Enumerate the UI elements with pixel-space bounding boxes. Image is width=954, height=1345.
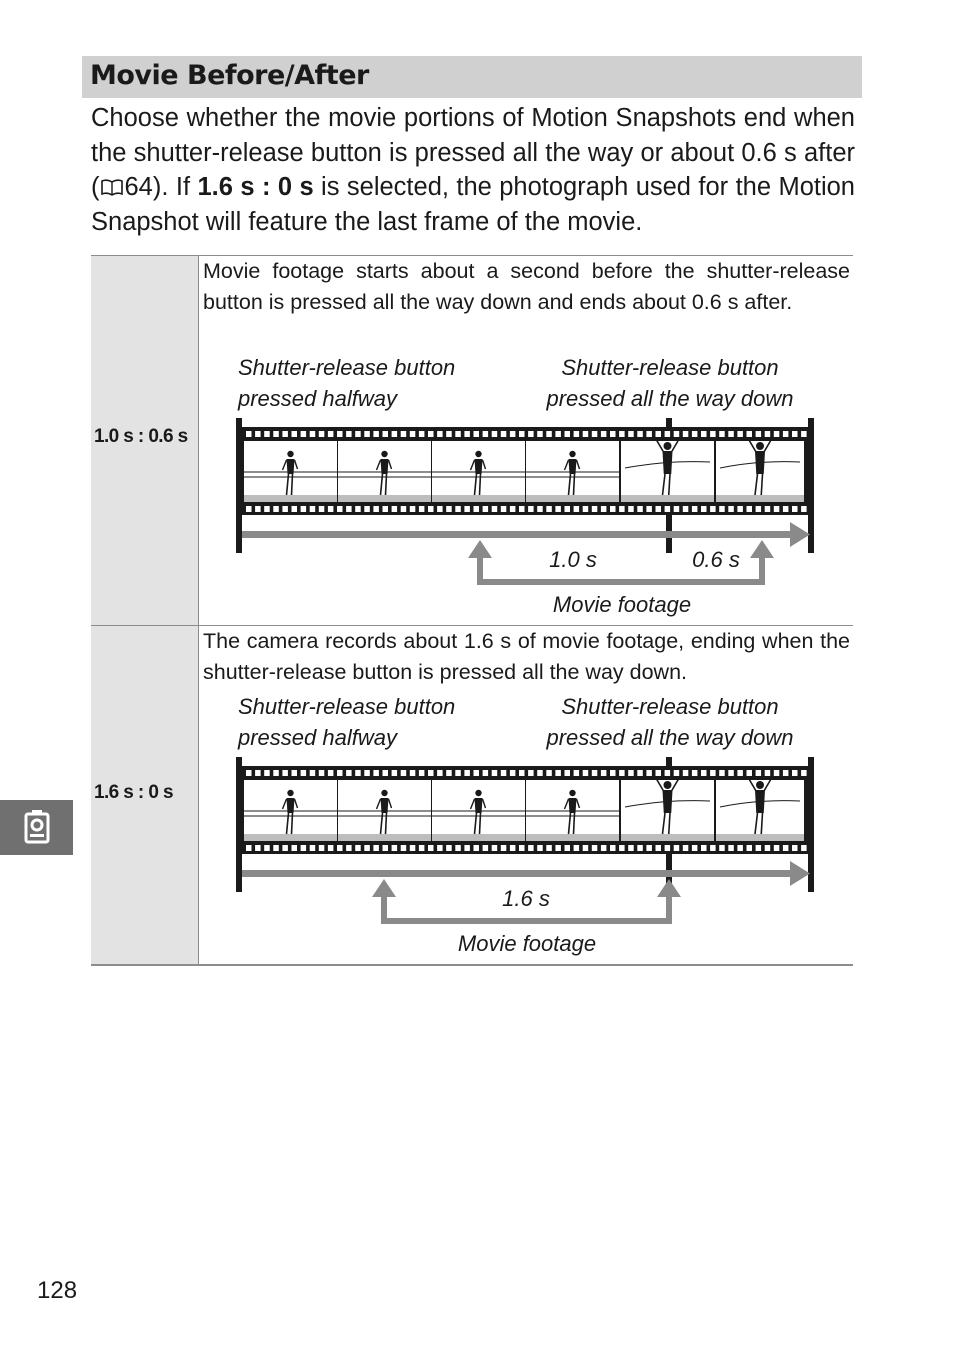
caption-halfway-line1: Shutter-release button [238, 694, 456, 719]
section-tab-marker [0, 800, 73, 855]
caption-fullpress-line2: pressed all the way down [546, 725, 794, 750]
film-frames [244, 440, 804, 502]
option-label: 1.6 s : 0 s [94, 782, 173, 803]
intro-bold-option: 1.6 s : 0 s [197, 173, 314, 202]
duration-after-label: 0.6 s [692, 547, 740, 572]
option-label: 1.0 s : 0.6 s [94, 426, 188, 447]
intro-text-part2: ). If [152, 173, 198, 202]
duration-label: 1.6 s [502, 886, 550, 911]
movie-footage-label: Movie footage [457, 931, 597, 956]
section-heading-bar [82, 56, 862, 98]
option-label-cell [91, 626, 199, 964]
timeline-arrow [242, 522, 810, 547]
caption-halfway-line2: pressed halfway [238, 386, 397, 411]
option-description: The camera records about 1.6 s of movie footage, ending when the shutter-release button is pressed all the way down. [203, 629, 850, 684]
movie-footage-label: Movie footage [552, 592, 692, 617]
film-frames [244, 779, 804, 841]
timeline-arrow [242, 861, 810, 886]
caption-fullpress-line1: Shutter-release button [561, 694, 779, 719]
intro-text-part1: Choose whether the movie portions of Motion Snapshots end when the shutter-release button is pressed all the way or about 0.6 s after ( [91, 104, 855, 202]
page-reference[interactable]: 64 [124, 173, 153, 202]
book-icon [101, 179, 123, 196]
option-description: Movie footage starts about a second before the shutter-release button is pressed all the way down and ends about 0.6 s after. [203, 259, 850, 314]
table-bottom-rule [91, 964, 853, 966]
page-number: 128 [37, 1277, 78, 1304]
intro-paragraph [91, 101, 855, 240]
caption-halfway-line2: pressed halfway [238, 725, 397, 750]
timing-diagram-1 [230, 350, 830, 620]
camera-shooting-menu-icon [23, 806, 51, 846]
caption-halfway-line1: Shutter-release button [238, 355, 456, 380]
timing-diagram-2 [230, 689, 830, 959]
option-label-cell [91, 256, 199, 625]
duration-before-label: 1.0 s [549, 547, 597, 572]
intro-text-part3: is selected, the photograph used for the Motion Snapshot will feature the last frame of the movie. [91, 173, 855, 237]
caption-fullpress-line1: Shutter-release button [561, 355, 779, 380]
caption-fullpress-line2: pressed all the way down [546, 386, 794, 411]
section-title: Movie Before/After [90, 60, 369, 91]
